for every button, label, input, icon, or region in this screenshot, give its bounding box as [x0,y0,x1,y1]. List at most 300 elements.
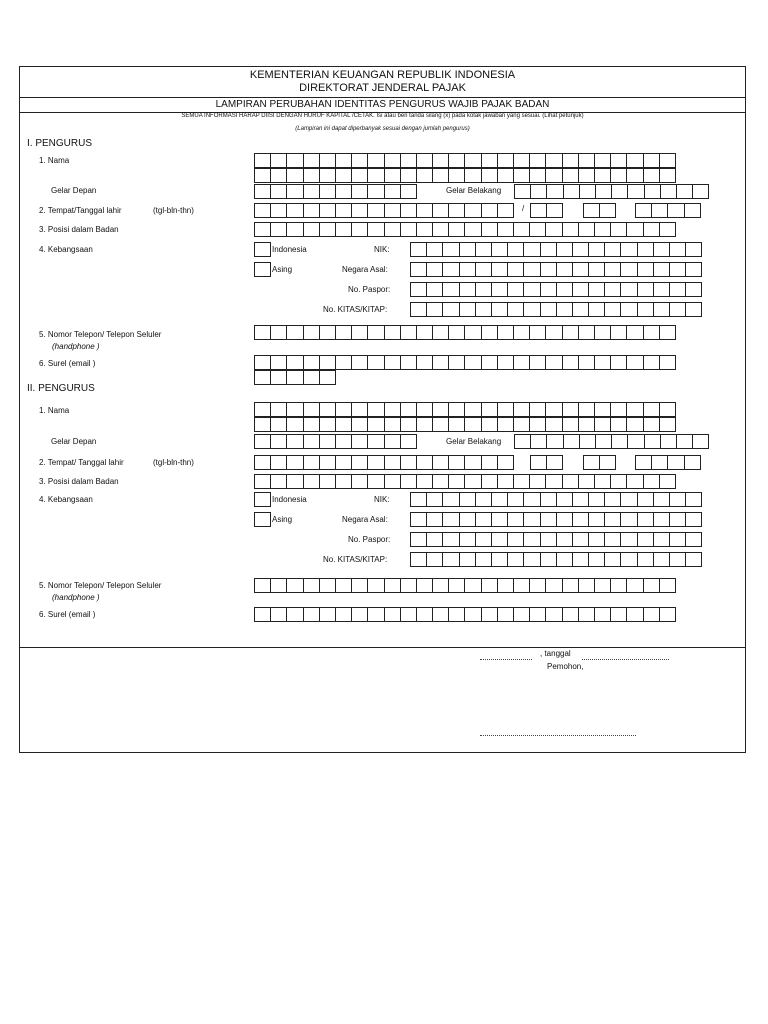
char-box[interactable] [319,474,336,489]
char-box[interactable] [448,417,465,432]
char-box[interactable] [459,302,476,317]
char-box[interactable] [426,532,443,547]
char-box[interactable] [669,512,686,527]
char-box[interactable] [610,153,627,168]
char-box[interactable] [335,607,352,622]
char-box[interactable] [335,325,352,340]
char-box[interactable] [410,302,427,317]
char-box[interactable] [685,242,702,257]
day-boxes[interactable] [530,203,563,218]
char-box[interactable] [448,607,465,622]
char-box[interactable] [367,607,384,622]
char-box[interactable] [562,607,579,622]
char-box[interactable] [594,153,611,168]
char-box[interactable] [270,184,287,199]
char-box[interactable] [410,512,427,527]
char-box[interactable] [572,242,589,257]
char-box[interactable] [594,607,611,622]
char-box[interactable] [653,512,670,527]
char-box[interactable] [556,262,573,277]
char-box[interactable] [400,455,417,470]
char-box[interactable] [351,222,368,237]
char-box[interactable] [286,578,303,593]
char-box[interactable] [507,532,524,547]
char-box[interactable] [659,578,676,593]
char-box[interactable] [545,578,562,593]
char-box[interactable] [684,455,701,470]
char-box[interactable] [270,355,287,370]
char-box[interactable] [637,302,654,317]
char-box[interactable] [426,492,443,507]
char-box[interactable] [351,184,368,199]
char-box[interactable] [563,184,580,199]
char-box[interactable] [410,242,427,257]
char-box[interactable] [254,417,271,432]
char-box[interactable] [659,222,676,237]
char-box[interactable] [669,282,686,297]
char-box[interactable] [594,474,611,489]
char-box[interactable] [426,302,443,317]
char-box[interactable] [303,355,320,370]
char-box[interactable] [540,512,557,527]
char-box[interactable] [384,474,401,489]
char-box[interactable] [599,455,616,470]
month-boxes[interactable] [583,203,616,218]
char-box[interactable] [475,532,492,547]
char-box[interactable] [669,262,686,277]
char-box[interactable] [529,578,546,593]
char-box[interactable] [416,417,433,432]
char-box[interactable] [270,474,287,489]
char-box[interactable] [529,402,546,417]
char-box[interactable] [556,512,573,527]
char-box[interactable] [513,417,530,432]
char-box[interactable] [335,355,352,370]
telepon-boxes[interactable] [254,325,676,340]
char-box[interactable] [481,417,498,432]
char-box[interactable] [254,402,271,417]
char-box[interactable] [481,222,498,237]
char-box[interactable] [659,325,676,340]
char-box[interactable] [610,607,627,622]
char-box[interactable] [653,302,670,317]
char-box[interactable] [400,474,417,489]
char-box[interactable] [529,325,546,340]
char-box[interactable] [286,455,303,470]
char-box[interactable] [400,578,417,593]
char-box[interactable] [475,302,492,317]
char-box[interactable] [459,552,476,567]
date-line[interactable] [582,659,669,660]
char-box[interactable] [562,474,579,489]
char-box[interactable] [442,262,459,277]
char-box[interactable] [410,282,427,297]
char-box[interactable] [464,578,481,593]
year-boxes[interactable] [635,203,701,218]
char-box[interactable] [669,492,686,507]
char-box[interactable] [367,203,384,218]
char-box[interactable] [432,222,449,237]
char-box[interactable] [610,578,627,593]
char-box[interactable] [426,512,443,527]
char-box[interactable] [286,402,303,417]
char-box[interactable] [491,262,508,277]
char-box[interactable] [303,153,320,168]
char-box[interactable] [442,492,459,507]
char-box[interactable] [432,153,449,168]
char-box[interactable] [286,168,303,183]
char-box[interactable] [448,325,465,340]
char-box[interactable] [540,302,557,317]
char-box[interactable] [604,492,621,507]
char-box[interactable] [286,153,303,168]
char-box[interactable] [335,434,352,449]
char-box[interactable] [254,222,271,237]
char-box[interactable] [572,512,589,527]
char-box[interactable] [669,302,686,317]
char-box[interactable] [588,302,605,317]
char-box[interactable] [448,355,465,370]
char-box[interactable] [643,325,660,340]
char-box[interactable] [578,355,595,370]
char-box[interactable] [643,402,660,417]
char-box[interactable] [507,282,524,297]
gelar-depan-boxes[interactable] [254,184,417,199]
negara-asal-boxes[interactable] [410,262,702,277]
char-box[interactable] [620,282,637,297]
char-box[interactable] [507,302,524,317]
char-box[interactable] [351,355,368,370]
char-box[interactable] [562,153,579,168]
char-box[interactable] [611,434,628,449]
char-box[interactable] [594,417,611,432]
char-box[interactable] [626,325,643,340]
char-box[interactable] [286,607,303,622]
char-box[interactable] [594,325,611,340]
month-boxes[interactable] [583,455,616,470]
char-box[interactable] [578,578,595,593]
char-box[interactable] [319,184,336,199]
char-box[interactable] [303,455,320,470]
char-box[interactable] [442,302,459,317]
char-box[interactable] [254,184,271,199]
char-box[interactable] [610,417,627,432]
char-box[interactable] [464,222,481,237]
char-box[interactable] [432,474,449,489]
char-box[interactable] [351,417,368,432]
char-box[interactable] [651,203,668,218]
char-box[interactable] [481,474,498,489]
char-box[interactable] [497,402,514,417]
char-box[interactable] [475,282,492,297]
char-box[interactable] [604,302,621,317]
char-box[interactable] [594,402,611,417]
char-box[interactable] [442,242,459,257]
char-box[interactable] [400,203,417,218]
char-box[interactable] [626,355,643,370]
char-box[interactable] [556,552,573,567]
char-box[interactable] [530,184,547,199]
char-box[interactable] [464,417,481,432]
char-box[interactable] [583,455,600,470]
char-box[interactable] [367,153,384,168]
char-box[interactable] [400,434,417,449]
char-box[interactable] [432,325,449,340]
char-box[interactable] [448,203,465,218]
char-box[interactable] [475,242,492,257]
char-box[interactable] [491,532,508,547]
char-box[interactable] [572,302,589,317]
char-box[interactable] [659,474,676,489]
char-box[interactable] [669,242,686,257]
char-box[interactable] [384,184,401,199]
char-box[interactable] [481,402,498,417]
nama-boxes[interactable] [254,153,676,168]
char-box[interactable] [254,203,271,218]
char-box[interactable] [626,402,643,417]
char-box[interactable] [270,455,287,470]
char-box[interactable] [335,222,352,237]
place-line[interactable] [480,659,532,660]
char-box[interactable] [400,325,417,340]
char-box[interactable] [303,370,320,385]
char-box[interactable] [270,402,287,417]
char-box[interactable] [556,302,573,317]
char-box[interactable] [659,153,676,168]
char-box[interactable] [588,282,605,297]
char-box[interactable] [563,434,580,449]
char-box[interactable] [351,203,368,218]
char-box[interactable] [692,184,709,199]
char-box[interactable] [464,402,481,417]
char-box[interactable] [530,434,547,449]
char-box[interactable] [448,168,465,183]
char-box[interactable] [562,168,579,183]
char-box[interactable] [653,552,670,567]
char-box[interactable] [529,153,546,168]
char-box[interactable] [594,355,611,370]
char-box[interactable] [481,325,498,340]
char-box[interactable] [270,370,287,385]
char-box[interactable] [319,578,336,593]
char-box[interactable] [426,242,443,257]
char-box[interactable] [513,402,530,417]
char-box[interactable] [610,474,627,489]
char-box[interactable] [578,153,595,168]
char-box[interactable] [464,168,481,183]
char-box[interactable] [692,434,709,449]
char-box[interactable] [416,222,433,237]
char-box[interactable] [286,184,303,199]
char-box[interactable] [254,262,271,277]
char-box[interactable] [578,325,595,340]
char-box[interactable] [529,168,546,183]
char-box[interactable] [626,153,643,168]
char-box[interactable] [319,370,336,385]
char-box[interactable] [644,184,661,199]
char-box[interactable] [626,417,643,432]
char-box[interactable] [432,355,449,370]
char-box[interactable] [514,434,531,449]
char-box[interactable] [530,455,547,470]
char-box[interactable] [523,302,540,317]
char-box[interactable] [620,262,637,277]
char-box[interactable] [659,417,676,432]
char-box[interactable] [351,153,368,168]
char-box[interactable] [303,184,320,199]
char-box[interactable] [448,578,465,593]
char-box[interactable] [660,434,677,449]
char-box[interactable] [556,282,573,297]
char-box[interactable] [513,355,530,370]
char-box[interactable] [578,607,595,622]
char-box[interactable] [643,474,660,489]
char-box[interactable] [556,242,573,257]
char-box[interactable] [562,325,579,340]
negara-asal-boxes[interactable] [410,512,702,527]
char-box[interactable] [626,222,643,237]
char-box[interactable] [594,222,611,237]
char-box[interactable] [367,417,384,432]
surel-boxes[interactable] [254,607,676,622]
nik-boxes[interactable] [410,492,702,507]
char-box[interactable] [497,203,514,218]
char-box[interactable] [432,607,449,622]
char-box[interactable] [442,552,459,567]
char-box[interactable] [497,607,514,622]
char-box[interactable] [513,153,530,168]
char-box[interactable] [530,203,547,218]
char-box[interactable] [637,282,654,297]
char-box[interactable] [588,492,605,507]
char-box[interactable] [303,222,320,237]
char-box[interactable] [464,607,481,622]
char-box[interactable] [620,552,637,567]
char-box[interactable] [335,184,352,199]
kitas-boxes[interactable] [410,302,702,317]
char-box[interactable] [416,402,433,417]
char-box[interactable] [620,302,637,317]
char-box[interactable] [491,492,508,507]
char-box[interactable] [254,325,271,340]
char-box[interactable] [464,474,481,489]
char-box[interactable] [610,168,627,183]
char-box[interactable] [637,242,654,257]
char-box[interactable] [610,355,627,370]
char-box[interactable] [599,203,616,218]
char-box[interactable] [319,402,336,417]
char-box[interactable] [659,402,676,417]
nik-boxes[interactable] [410,242,702,257]
char-box[interactable] [562,222,579,237]
char-box[interactable] [626,607,643,622]
surel-boxes[interactable] [254,355,676,370]
char-box[interactable] [270,434,287,449]
char-box[interactable] [540,492,557,507]
char-box[interactable] [635,203,652,218]
char-box[interactable] [620,242,637,257]
char-box[interactable] [491,282,508,297]
char-box[interactable] [432,402,449,417]
char-box[interactable] [491,242,508,257]
char-box[interactable] [384,153,401,168]
char-box[interactable] [637,532,654,547]
signature-line[interactable] [480,735,636,736]
char-box[interactable] [475,262,492,277]
char-box[interactable] [667,203,684,218]
char-box[interactable] [384,222,401,237]
char-box[interactable] [475,492,492,507]
char-box[interactable] [319,417,336,432]
char-box[interactable] [588,262,605,277]
char-box[interactable] [416,578,433,593]
char-box[interactable] [540,282,557,297]
char-box[interactable] [529,355,546,370]
char-box[interactable] [562,402,579,417]
char-box[interactable] [594,168,611,183]
char-box[interactable] [400,607,417,622]
char-box[interactable] [351,168,368,183]
char-box[interactable] [578,222,595,237]
char-box[interactable] [367,455,384,470]
char-box[interactable] [335,402,352,417]
char-box[interactable] [685,262,702,277]
char-box[interactable] [254,355,271,370]
char-box[interactable] [481,153,498,168]
day-boxes[interactable] [530,455,563,470]
char-box[interactable] [400,153,417,168]
char-box[interactable] [384,168,401,183]
char-box[interactable] [270,168,287,183]
char-box[interactable] [410,262,427,277]
char-box[interactable] [546,184,563,199]
char-box[interactable] [400,222,417,237]
char-box[interactable] [448,455,465,470]
char-box[interactable] [610,402,627,417]
char-box[interactable] [497,417,514,432]
char-box[interactable] [481,578,498,593]
char-box[interactable] [644,434,661,449]
char-box[interactable] [319,325,336,340]
char-box[interactable] [643,168,660,183]
char-box[interactable] [669,532,686,547]
char-box[interactable] [303,168,320,183]
char-box[interactable] [254,578,271,593]
char-box[interactable] [416,474,433,489]
char-box[interactable] [464,355,481,370]
char-box[interactable] [497,474,514,489]
char-box[interactable] [583,203,600,218]
char-box[interactable] [286,325,303,340]
char-box[interactable] [514,184,531,199]
char-box[interactable] [540,262,557,277]
char-box[interactable] [254,434,271,449]
char-box[interactable] [579,184,596,199]
char-box[interactable] [416,607,433,622]
char-box[interactable] [643,355,660,370]
char-box[interactable] [303,417,320,432]
char-box[interactable] [426,282,443,297]
char-box[interactable] [367,325,384,340]
char-box[interactable] [669,552,686,567]
char-box[interactable] [286,222,303,237]
char-box[interactable] [578,402,595,417]
char-box[interactable] [491,512,508,527]
char-box[interactable] [448,222,465,237]
char-box[interactable] [416,455,433,470]
char-box[interactable] [545,402,562,417]
char-box[interactable] [384,434,401,449]
